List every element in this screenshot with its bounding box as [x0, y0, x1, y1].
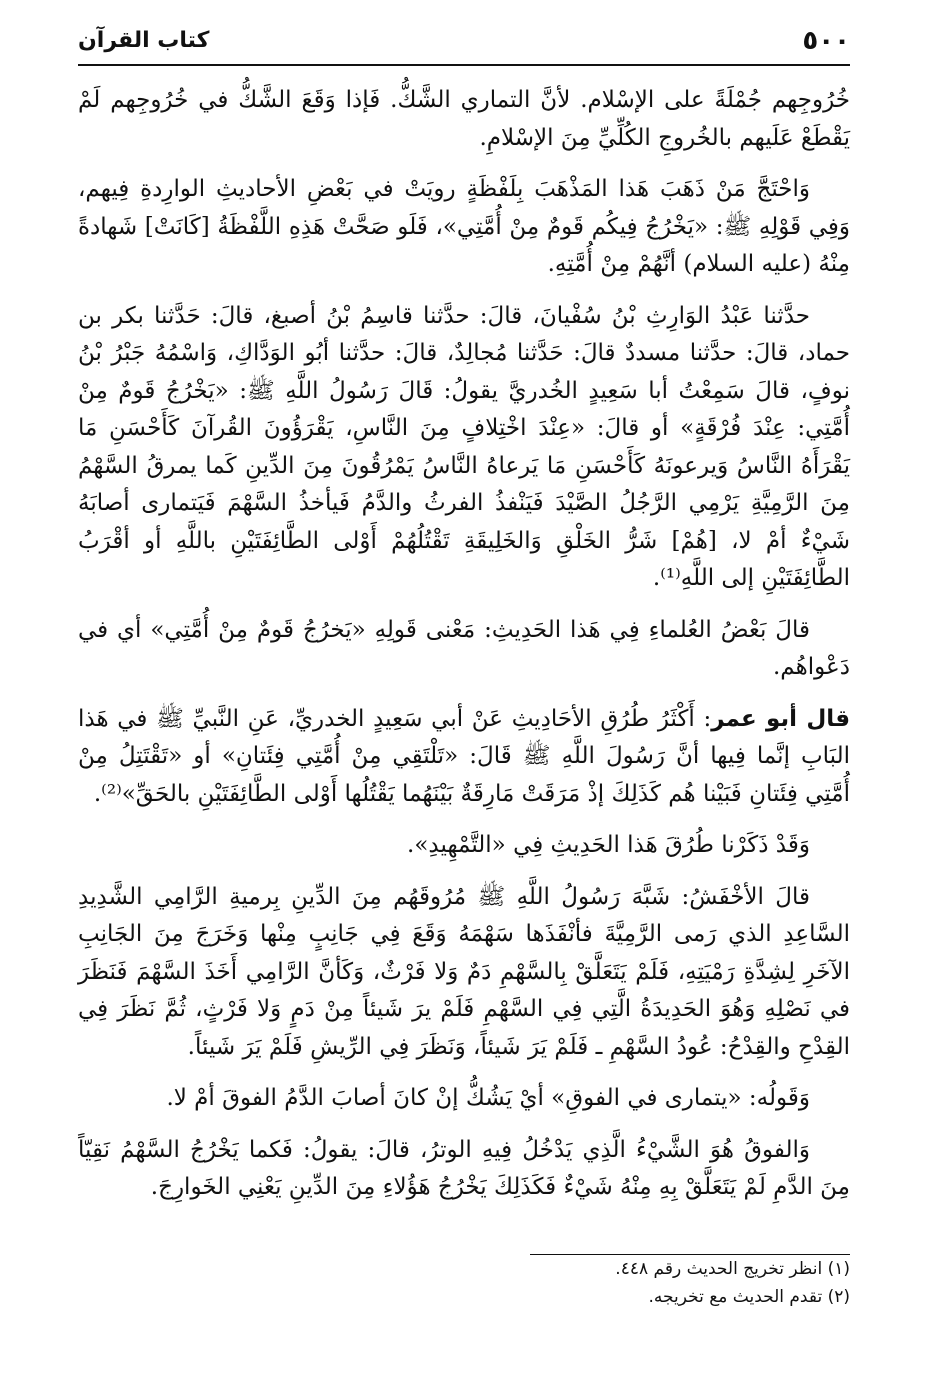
footnotes: [78, 1254, 850, 1311]
paragraph-6: وَقَدْ ذَكَرْنا طُرُقَ هَذا الحَدِيثِ فِي «التَّمْهِيدِ».: [407, 832, 810, 858]
footnote-1: (١) انظر تخريج الحديث رقم ٤٤٨.: [615, 1259, 850, 1279]
paragraph-5: هَذا البَابِ إنَّما فِيها أنَّ رَسُولَ اللَّهِ ﷺ قَالَ: «تَلْتَقِي مِنْ أُمَّتِي فِئَتانِ» أو «تَقْتَتِلُ مِنْ أُمَّتِي فِئَتانِ فَبَيْنا هُم كَذَلِكَ إذْ مَرَقَتْ مَارِقَةٌ بَيْنَهُما يَقْتُلُها أَوْلى الطَّائِفَتَيْنِ بالحَقِّ»⁽²⁾.: [78, 705, 850, 807]
paragraph-abu-omar: [78, 701, 850, 814]
paragraph-1: خُرُوجِهم جُمْلَةً على الإسْلام. لأنَّ التماري الشَّكُّ. فَإذا وَقَعَ الشَّكُّ في خُرُوجِهم لَمْ يَقْطَعْ عَلَيهم بالخُروجِ الكُلِّيِّ مِنَ الإسْلامِ.: [78, 87, 850, 151]
paragraph-9: وَالفوقُ هُوَ الشَّيْءُ الَّذِي يَدْخُلُ فِيهِ الوترُ، قالَ: يقولُ: فَكما يَخْرُجُ السَّهْمُ نَقِيّاً مِنَ الدَّمِ لَمْ يَتَعَلَّقْ بِهِ مِنْهُ شَيْءٌ فَكَذَلِكَ يَخْرُجُ هَؤُلاءِ مِنَ الدِّينِ يَعْنِي الخَوارِجَ.: [78, 1136, 850, 1200]
paragraph-8: وَقَولُه: «يتمارى في الفوقِ» أيْ يَشُكُّ إنْ كانَ أصابَ الدَّمُ الفوقَ أمْ لا.: [166, 1085, 810, 1111]
paragraph-4: قالَ بَعْضُ العُلماءِ فِي هَذا الحَدِيثِ: مَعْنى قَولِهِ «يَخرُجُ قَومٌ مِنْ أُمَّتِي» أي في دَعْواهُم.: [78, 616, 850, 680]
document-page: [78, 22, 851, 1307]
abu-omar-lead: قال أبو عمر: [711, 705, 851, 732]
paragraph-7: قالَ الأخْفَشُ: شَبَّهَ رَسُولُ اللَّهِ ﷺ مُرُوقَهُم مِنَ الدِّينِ بِرميةِ الرَّامِي الشَّدِيدِ السَّاعِدِ الذي رَمى الرَّمِيَّةَ فأنْفَذَها سَهْمَهُ وَقَعَ فِي جَانِبٍ مِنْها وَخَرَجَ مِنَ الجَانِبِ الآخَرِ لِشِدَّةِ رَمْيَتِهِ، فَلَمْ يَتَعَلَّقْ بِالسَّهْمِ دَمٌ وَلا فَرْثٌ، وَكَأنَّ الرَّامِي أَخَذَ السَّهْمَ فَنَظَرَ في نَصْلِهِ وَهُوَ الحَدِيدَةُ الَّتِي فِي السَّهْمِ فَلَمْ يرَ شَيئاً مِنْ دَمٍ وَلا فَرْثٍ، ثُمَّ نَظَرَ فِي القِدْحِ والقِدْحُ: عُودُ السَّهْمِ ـ فَلَمْ يَرَ شَيئاً، وَنَظَرَ فِي الرِّيشِ فَلَمْ يَرَ شَيئاً.: [78, 883, 850, 1060]
page-header: [78, 22, 850, 66]
page-number: ٥٠٠: [802, 26, 850, 56]
paragraph-2: وَاحْتَجَّ مَنْ ذَهَبَ هَذا المَذْهَبَ بِلَفْظَةٍ رويَتْ في بَعْضِ الأحاديثِ الوارِدةِ فِيهم، وَفِي قَوْلِهِ ﷺ: «يَخْرُجُ فِيكُم قَومٌ مِنْ أُمَّتِي»، فَلَو صَحَّتْ هَذِهِ اللَّفْظَةُ [كَانَتْ] شَهادةً مِنْهُ (عليه السلام) أنَّهُمْ مِنْ أُمَّتِهِ.: [78, 176, 850, 277]
footnote-2: (٢) تقدم الحديث مع تخريجه.: [648, 1287, 850, 1307]
body-text: [78, 82, 850, 1207]
paragraph-3: حدَّثنا عَبْدُ الوَارِثِ بْنُ سُفْيانَ، قالَ: حدَّثنا قاسِمُ بْنُ أصبغ، قالَ: حَدَّثنا بكر بن حماد، قالَ: حدَّثنا مسددٌ قالَ: حَدَّثنا مُجالِدٌ، قالَ: حدَّثنا أبُو الوَدَّاكِ، وَاسْمُهُ جَبْرُ بْنُ نوفٍ، قالَ سَمِعْتُ أبا سَعِيدٍ الخُدريَّ يقولُ: قَالَ رَسُولُ اللَّهِ ﷺ: «يَخْرُجُ قَومٌ مِنْ أُمَّتِي: عِنْدَ فُرْقَةٍ» أو قالَ: «عِنْدَ اخْتِلافٍ مِنَ النَّاسِ، يَقْرَؤُونَ القُرآنَ كَأَحْسَنِ مَا يَقْرَأَهُ النَّاسُ وَيرعونَهُ كَأَحْسَنِ مَا يَرعاهُ النَّاسُ يَمْرُقُونَ مِنَ الدِّينِ كَما يمرقُ السَّهْمُ مِنَ الرَّمِيَّةِ يَرْمِي الرَّجُلُ الصَّيْدَ فَيَنْفذُ الفرثُ والدَّمُ فَيأخذُ السَّهْمَ فَيَتمارى أصابَهُ شَيْءٌ أمْ لا، [هُمْ] شَرُّ الخَلْقِ وَالخَلِيقَةِ تَقْتُلُهُمْ أَوْلى الطَّائِفَتَيْنِ باللَّهِ أو أقْرَبُ الطَّائِفَتَيْنِ إلى اللَّهِ⁽¹⁾.: [78, 302, 850, 591]
abu-omar-text: : أَكْثَرُ طُرُقِ الأحَادِيثِ عَنْ أبي سَعِيدٍ الخدريِّ، عَنِ النَّبيِّ ﷺ في: [117, 705, 712, 732]
book-title: كتاب القرآن: [78, 28, 210, 53]
